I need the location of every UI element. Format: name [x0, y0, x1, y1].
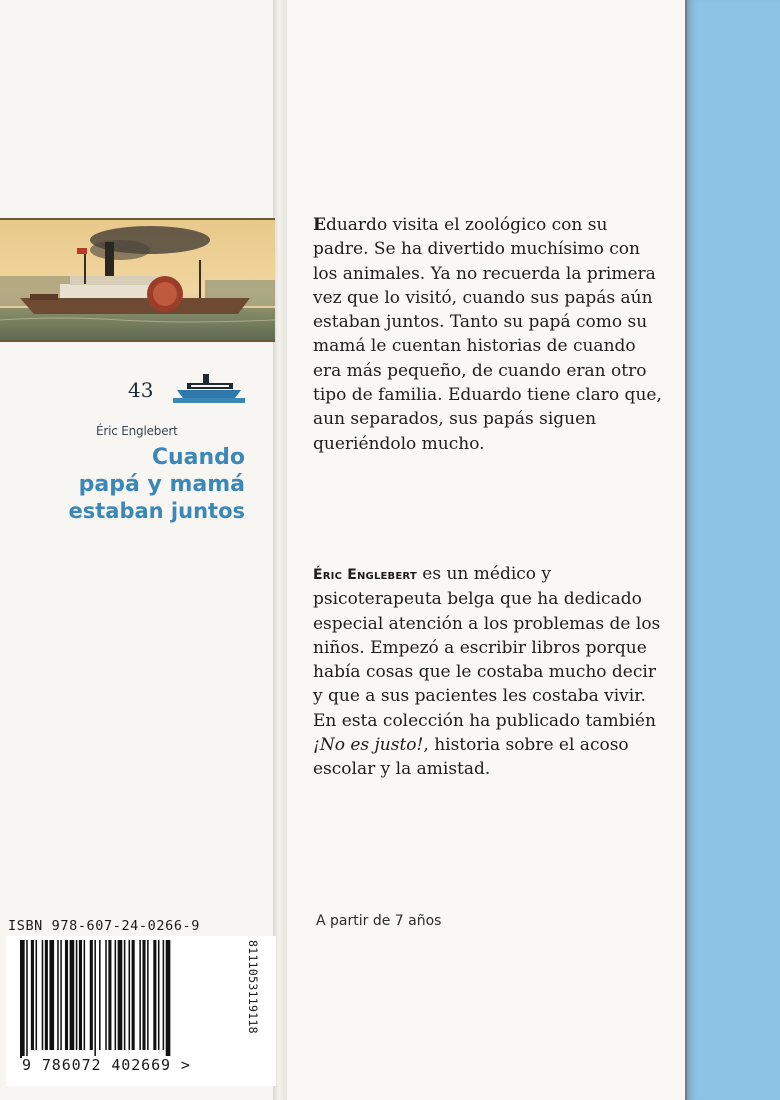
bio-author-name: Éric Englebert	[313, 567, 417, 583]
barcode-bar	[142, 940, 145, 1050]
barcode-bar	[26, 940, 28, 1058]
barcode-bar	[49, 940, 54, 1050]
barcode-bar	[57, 940, 59, 1050]
series-marker	[128, 372, 258, 406]
age-range: A partir de 7 años	[316, 913, 442, 929]
blue-cover-edge	[687, 0, 780, 1100]
barcode-bar	[42, 940, 44, 1050]
barcode-bar	[90, 940, 93, 1050]
barcode-bar	[108, 940, 111, 1050]
drop-letter: E	[313, 215, 326, 235]
title-line-3: estaban juntos	[68, 499, 245, 523]
barcode-bar	[139, 940, 141, 1050]
barcode-bar	[153, 940, 156, 1050]
barcode-bar	[45, 940, 48, 1050]
steamboat-logo-icon	[173, 372, 245, 408]
series-number: 43	[128, 378, 154, 402]
barcode-bar	[70, 940, 75, 1050]
synopsis-text: duardo visita el zoológico con su padre. Se ha divertido muchísimo con los animales. Ya no recuerda la primera vez que lo visitó, cuando sus papás aún estaban juntos. Tanto su papá como su mamá le cuentan historias de cuando era más pequeño, de cuando eran otro tipo de familia. Eduardo tiene claro que, aun separados, sus papás siguen queriéndolo mucho.	[313, 215, 662, 454]
barcode-bar	[31, 940, 34, 1050]
barcode-bar	[60, 940, 62, 1050]
barcode-bar	[132, 940, 135, 1050]
synopsis-paragraph	[313, 213, 668, 456]
author-bio	[313, 562, 668, 782]
barcode-bar	[129, 940, 131, 1050]
barcode-bar	[124, 940, 126, 1050]
bio-text-1: es un médico y psicoterapeuta belga que ha dedicado especial atención a los problemas de los niños. Empezó a escribir libros porque había cosas que le costaba mucho decir y que a sus pacientes les costaba vivir. En esta colección ha publicado también	[313, 564, 661, 731]
bio-text-2: , historia sobre el acoso escolar y la amistad.	[313, 735, 629, 780]
barcode-bar	[76, 940, 78, 1050]
barcode-bar	[94, 940, 96, 1058]
vertical-code-text: 8111053119118	[246, 940, 260, 1034]
bio-other-title: ¡No es justo!	[313, 735, 424, 756]
barcode-bar	[105, 940, 107, 1050]
isbn-label: ISBN 978-607-24-0266-9	[8, 918, 201, 934]
barcode-bar	[20, 940, 25, 1058]
back-cover-text-panel	[287, 0, 687, 1100]
barcode-bar	[84, 940, 86, 1050]
back-cover-left-panel	[0, 0, 275, 1100]
book-title	[20, 444, 245, 525]
barcode-bar	[65, 940, 68, 1050]
cover-author: Éric Englebert	[96, 424, 178, 438]
ean-digits: 9 786072 402669 >	[22, 1056, 242, 1074]
barcode-bar	[158, 940, 160, 1050]
barcode-bar	[115, 940, 117, 1050]
barcode-bar	[99, 940, 101, 1050]
title-line-2: papá y mamá	[78, 472, 245, 497]
barcode-bar	[166, 940, 171, 1058]
barcode-bar	[147, 940, 149, 1050]
steamboat-painting	[0, 218, 275, 342]
vertical-code	[234, 940, 264, 1060]
barcode-bar	[163, 940, 165, 1050]
title-line-1: Cuando	[151, 445, 245, 470]
fold-crease	[273, 0, 287, 1100]
barcode-bar	[36, 940, 38, 1050]
barcode-bar	[79, 940, 82, 1050]
barcode-bar	[118, 940, 123, 1050]
